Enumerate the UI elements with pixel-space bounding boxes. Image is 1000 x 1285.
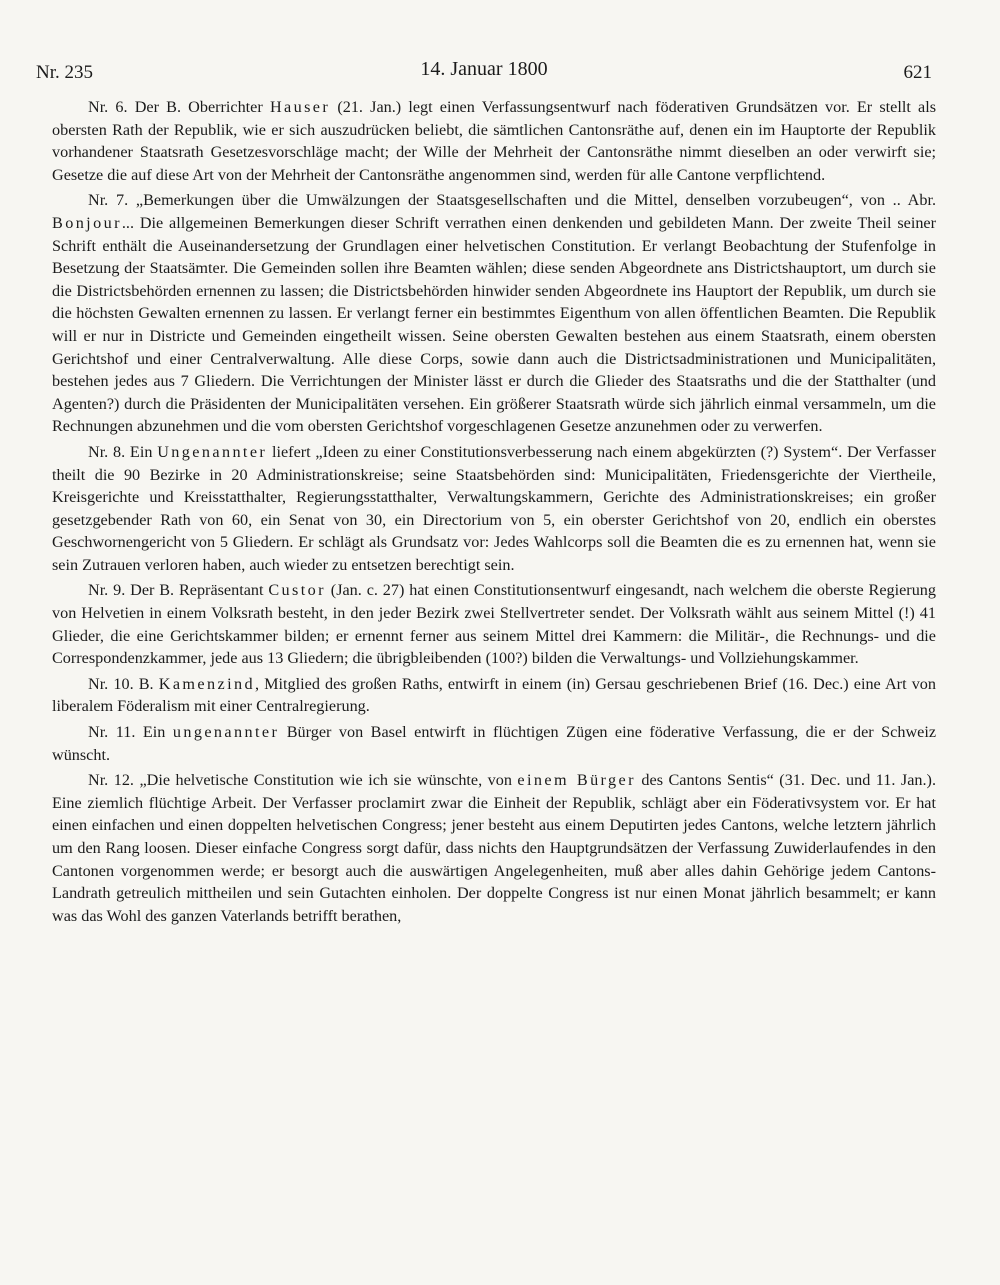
paragraph-text: , Mitglied des großen Raths, entwirft in einem (in) Gersau geschriebenen Brief (16. Dec.) eine Art von liberalem Föderalism mit einer Centralregierung. [52, 674, 936, 716]
paragraph-nr-8 [52, 441, 936, 577]
paragraph-text: Nr. 7. „Bemerkungen über die Umwälzungen der Staatsgesellschaften und die Mittel, denselben vorzubeugen“, von .. Abr. [88, 191, 936, 210]
spaced-name: ungenannter [172, 723, 280, 742]
paragraph-text: Nr. 12. „Die helvetische Constitution wie ich sie wünschte, von [88, 771, 518, 790]
paragraph-nr-9 [52, 579, 936, 669]
paragraph-nr-11 [52, 721, 936, 766]
paragraph-text: Nr. 8. Ein [88, 442, 158, 461]
paragraph-text: Bürger von Basel entwirft in flüchtigen Zügen eine föderative Verfassung, die er der Schweiz wünscht. [52, 723, 937, 764]
paragraph-text: liefert „Ideen zu einer Constitutionsverbesserung nach einem abgekürzten (?) System“. Der Verfasser theilt die 90 Bezirke in 20 Administrationskreise; seine Staatsbehörden sind: Municipalitäten, Friedensgerichte der Viertheile, Kreisgerichte und Kreisstatthalter, Regierungsstatthalter, Verwaltungskammern, Gerichte des Administrationskreises; ein großer gesetzgebender Rath von 60, ein Senat von 30, ein Directorium von 5, ein oberster Gerichtshof von 20, endlich ein oberstes Geschwornengericht von 5 Gliedern. Er schlägt als Grundsatz vor: Jedes Wahlcorps soll die Beamten die es zu ernennen hat, wenn sie sein Zutrauen verloren haben, auch wieder zu entsetzen berechtigt sein. [52, 442, 936, 574]
body-text [52, 96, 936, 930]
paragraph-text: Nr. 6. Der B. Oberrichter [88, 98, 270, 116]
paragraph-text: Nr. 11. Ein [88, 723, 173, 742]
spaced-name: Bonjour [52, 213, 122, 232]
paragraph-text: (Jan. c. 27) hat einen Constitutionsentwurf eingesandt, nach welchem die oberste Regierung von Helvetien in einem Volksrath besteht, in den jeder Bezirk zwei Stellvertreter sendet. Der Volksrath wählt aus seinem Mittel (!) 41 Glieder, die eine Gerichtskammer bilden; er ernennt ferner aus seinem Mittel drei Kammern: die Militär-, die Rechnungs- und die Correspondenzkammer, jede aus 13 Gliedern; die übrigbleibenden (100?) bilden die Verwaltungs- und Vollziehungskammer. [52, 581, 936, 668]
paragraph-nr-7 [52, 189, 936, 438]
page-date: 14. Januar 1800 [420, 58, 548, 80]
paragraph-nr-10 [52, 673, 936, 718]
spaced-name: einem Bürger [517, 771, 636, 790]
paragraph-nr-6 [52, 96, 936, 186]
paragraph-nr-12 [52, 769, 936, 927]
paragraph-text: Nr. 9. Der B. Repräsentant [88, 581, 269, 600]
paragraph-text: Nr. 10. B. [88, 674, 159, 693]
running-head [36, 58, 932, 88]
spaced-name: Hauser [269, 98, 331, 116]
document-number: Nr. 235 [36, 62, 93, 83]
paragraph-text: des Cantons Sentis“ (31. Dec. und 11. Jan.). Eine ziemlich flüchtige Arbeit. Der Verfasser proclamirt zwar die Einheit der Republik, schlägt aber ein Föderativsystem vor. Er hat einen einfachen und einen doppelten helvetischen Congress; jener besteht aus einem Deputirten jedes Cantons, welche letztern jährlich um den Rang loosen. Dieser einfache Congress sorgt dafür, dass nichts den Hauptgrundsätzen der Verfassung Zuwiderlaufendes in den Cantonen vorgenommen werde; er besorgt auch die auswärtigen Angelegenheiten, muß aber alles dahin Gehörige jedem Cantons-Landrath getreulich mittheilen und sein Gutachten einholen. Der doppelte Congress ist nur einen Monat jährlich besammelt; er kann was das Wohl des ganzen Vaterlands betrifft berathen, [52, 771, 936, 925]
paragraph-text: ... Die allgemeinen Bemerkungen dieser Schrift verrathen einen denkenden und gebildeten Mann. Der zweite Theil seiner Schrift enthält die Auseinandersetzung der Grundlagen einer helvetischen Constitution. Er verlangt Beobachtung der Stufenfolge in Besetzung der Staatsämter. Die Gemeinden sollen ihre Beamten wählen; diese senden Abgeordnete ans Districtshauptort, um durch sie die Districtsbehörden ernennen zu lassen; die Districtsbehörden hinwider senden Abgeordnete ins Hauptort der Republik, um durch sie die höchsten Gewalten ernennen zu lassen. Er verlangt ferner ein bestimmtes Eigenthum von allen öffentlichen Beamten. Die Republik will er nur in Districte und Gemeinden eingetheilt wissen. Seine obersten Gewalten bestehen aus einem Staatsrath, einem obersten Gerichtshof und einer Centralverwaltung. Alle diese Corps, sowie dann auch die Districtsadministrationen und Municipalitäten, bestehen jedes aus 7 Gliedern. Die Verrichtungen der Minister lässt er durch die Glieder des Staatsraths und die der Statthalter (und Agenten?) durch die Präsidenten der Municipalitäten versehen. Ein größerer Staatsrath würde sich jährlich einmal versammeln, um die Rechnungen abzunehmen und die vom obersten Gerichtshof vorgeschlagenen Gesetze anzunehmen oder zu verwerfen. [52, 213, 936, 436]
spaced-name: Kamenzind [158, 674, 255, 693]
paragraph-text: (21. Jan.) legt einen Verfassungsentwurf nach föderativen Grundsätzen vor. Er stellt als obersten Rath der Republik, wie er sich auszudrücken beliebt, die sämtlichen Cantonsräthe auf, denen ein im Hauptorte der Republik vorhandener Staatsrath Gesetzesvorschläge macht; der Wille der Mehrheit der Cantonsräthe nimmt dieselben an oder verwirft sie; Gesetze die auf diese Art von der Mehrheit der Cantonsräthe angenommen sind, werden für alle Cantone verpflichtend. [52, 98, 936, 184]
page-number: 621 [903, 62, 932, 83]
spaced-name: Ungenannter [157, 442, 268, 461]
spaced-name: Custor [268, 581, 326, 600]
